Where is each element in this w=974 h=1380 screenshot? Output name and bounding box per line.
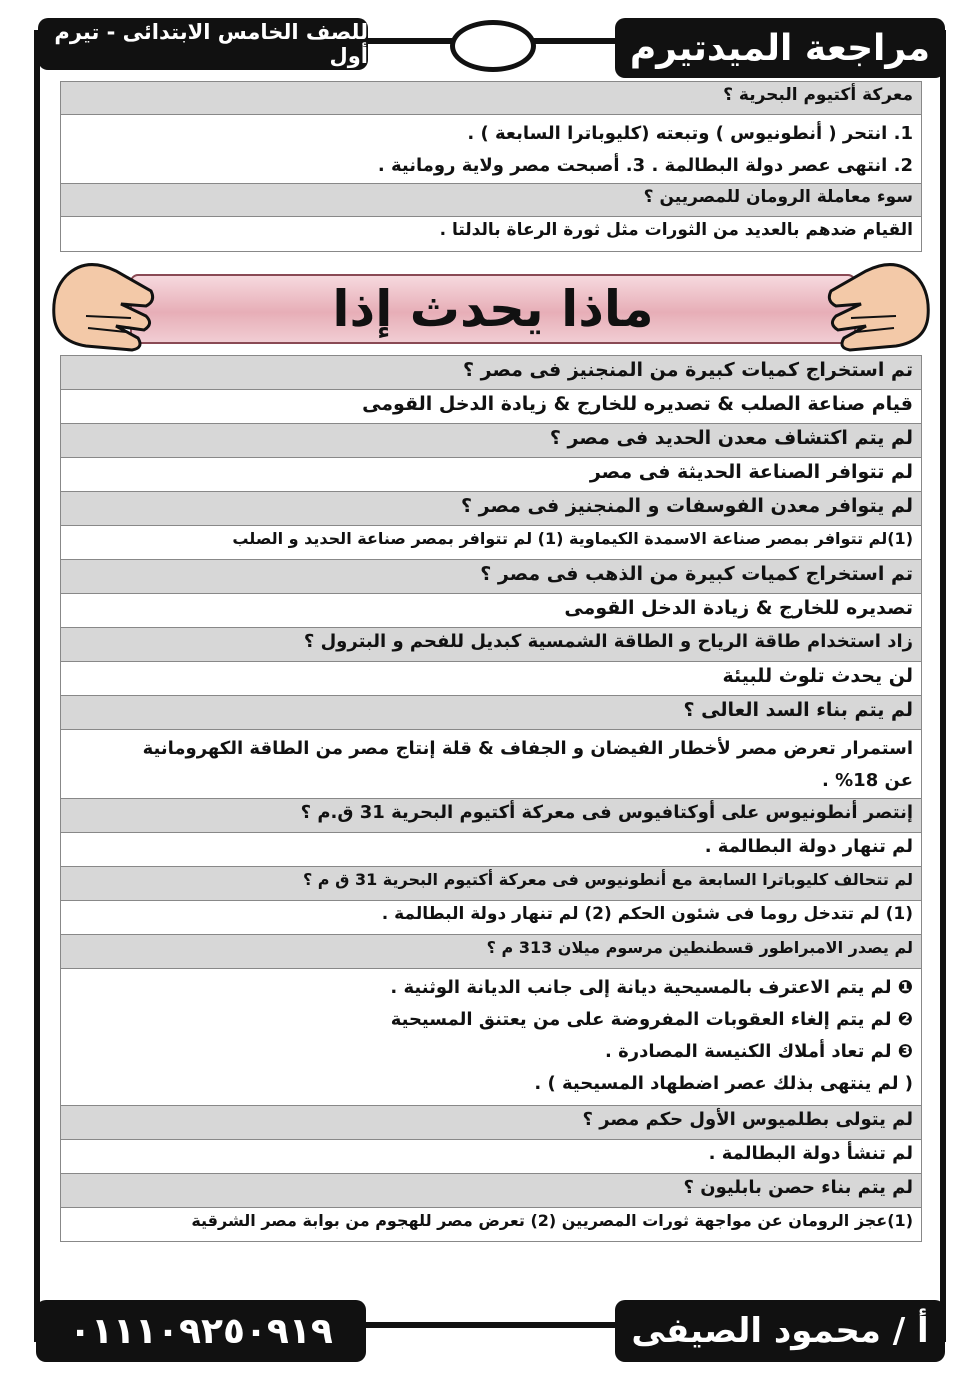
left-hand-icon [46,256,156,356]
row-text: لم تنشأ دولة البطالمة . [708,1143,913,1164]
question-row [60,1105,922,1140]
answer-row [60,1139,922,1174]
question-row [60,491,922,526]
answer-row [60,114,922,184]
row-text: سوء معاملة الرومان للمصريين ؟ [643,187,913,207]
page-title: مراجعة الميدتيرم [615,18,945,78]
author-name: أ / محمود الصيفى [615,1300,945,1362]
row-text: تصديره للخارج & زيادة الدخل القومى [564,597,913,619]
question-row [60,81,922,115]
question-row [60,866,922,901]
question-row [60,1173,922,1208]
section-banner [60,256,922,356]
row-text: ❶ لم يتم الاعترف بالمسيحية ديانة إلى جانب الديانة الوثنية . [390,977,913,998]
row-text: ( لم ينتهى بذلك عصر اضطهاد المسيحية ) . [534,1073,913,1094]
row-text: لم يتم بناء السد العالى ؟ [683,699,913,721]
row-text: لن يحدث تلوث للبيئة [722,665,913,687]
row-text: لم تنهار دولة البطالمة . [704,836,913,857]
header-ornament [450,20,536,72]
qa-table [60,82,922,252]
answer-row [60,729,922,799]
row-text: لم يصدر الامبراطور قسطنطين مرسوم ميلان 313 م ؟ [486,938,913,957]
answer-row [60,525,922,560]
right-hand-icon [826,256,936,356]
question-row [60,183,922,217]
qa-table-continued [60,356,922,1242]
answer-row [60,661,922,696]
question-row [60,695,922,730]
row-text: لم يتولى بطلميوس الأول حكم مصر ؟ [582,1109,913,1130]
row-text: القيام ضدهم بالعديد من الثورات مثل ثورة الرعاة بالدلتا . [439,220,913,240]
answer-row [60,389,922,424]
grade-label: للصف الخامس الابتدائى - تيرم أول [38,18,368,70]
question-row [60,627,922,662]
answer-row [60,968,922,1106]
row-text: عن 18% . [822,770,913,791]
row-text: تم استخراج كميات كبيرة من المنجنيز فى مصر ؟ [462,359,913,381]
row-text: لم يتم اكتشاف معدن الحديد فى مصر ؟ [549,427,913,449]
row-text: 2. انتهى عصر دولة البطالمة . 3. أصبحت مصر ولاية رومانية . [377,155,913,176]
row-text: لم يتوافر معدن الفوسفات و المنجنيز فى مصر ؟ [461,495,913,517]
row-text: 1. انتحر ( أنطونيوس ) وتبعته (كليوباترا السابعة ) . [467,123,913,144]
row-text: ❷ لم يتم إلغاء العقوبات المفروضة على من يعتنق المسيحية [390,1009,913,1030]
answer-row [60,1207,922,1242]
row-text: قيام صناعة الصلب & تصديره للخارج & زيادة الدخل القومى [362,393,913,415]
answer-row [60,216,922,252]
row-text: استمرار تعرض مصر لأخطار الفيضان و الجفاف & قلة إنتاج مصر من الطاقة الكهرومانية [142,738,913,759]
row-text: (1)لم تتوافر بمصر صناعة الاسمدة الكيماوية (1) لم تتوافر بمصر صناعة الحديد و الصلب [232,529,913,548]
phone-number: ٠١١١٠٩٢٥٠٩١٩ [36,1300,366,1362]
row-text: تم استخراج كميات كبيرة من الذهب فى مصر ؟ [480,563,913,585]
row-text: (1) لم تتدخل روما فى شئون الحكم (2) لم تنهار دولة البطالمة . [381,904,913,924]
answer-row [60,593,922,628]
row-text: لم يتم بناء حصن بابليون ؟ [683,1177,913,1198]
question-row [60,559,922,594]
row-text: معركة أكتيوم البحرية ؟ [723,85,913,105]
answer-row [60,832,922,867]
row-text: لم تتحالف كليوباترا السابعة مع أنطونيوس فى معركة أكتيوم البحرية 31 ق م ؟ [302,870,913,889]
answer-row [60,457,922,492]
question-row [60,355,922,390]
answer-row [60,900,922,935]
row-text: زاد استخدام طاقة الرياح و الطاقة الشمسية كبديل للفحم و البترول ؟ [303,631,913,652]
row-text: ❸ لم تعاد أملاك الكنيسة المصادرة . [605,1041,913,1062]
question-row [60,423,922,458]
question-row [60,798,922,833]
banner-bar [130,274,856,344]
row-text: إنتصر أنطونيوس على أوكتافيوس فى معركة أكتيوم البحرية 31 ق.م ؟ [300,802,913,823]
banner-title: ماذا يحدث إذا [332,280,654,338]
row-text: لم تتوافر الصناعة الحديثة فى مصر [589,461,913,483]
row-text: (1)عجز الرومان عن مواجهة ثورات المصريين (2) تعرض مصر للهجوم من بوابة مصر الشرقية [191,1211,913,1230]
question-row [60,934,922,969]
